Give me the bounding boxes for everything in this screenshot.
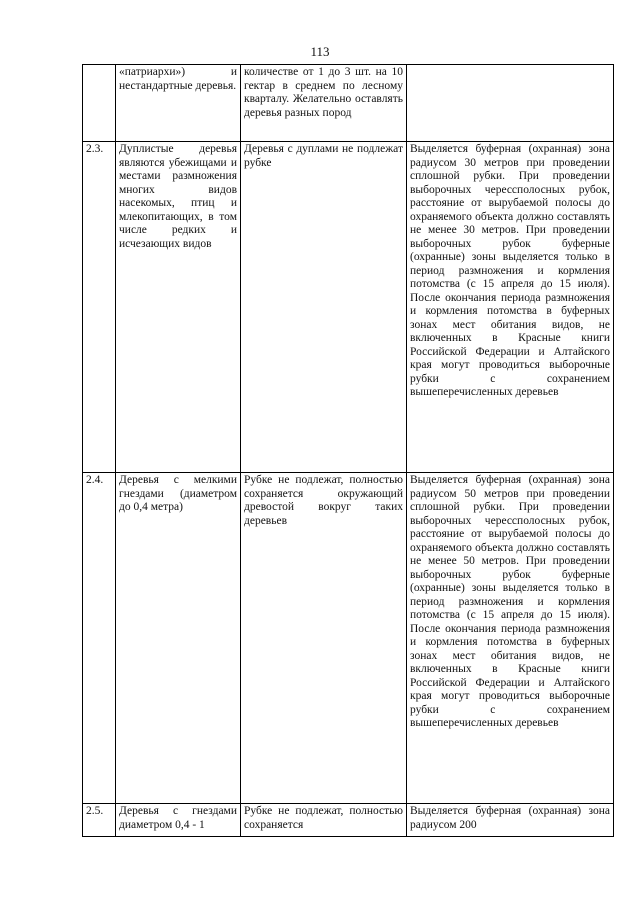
buffer-zone-cell [407, 142, 614, 473]
row-number-cell: 2.4. [83, 473, 116, 804]
rule-cell [241, 804, 407, 837]
rule-cell [241, 65, 407, 142]
rule-text: Деревья с дуплами не подлежат рубке [244, 143, 403, 169]
object-cell [116, 65, 241, 142]
regulation-table [82, 64, 614, 837]
object-cell [116, 473, 241, 804]
row-number-cell: 2.5. [83, 804, 116, 837]
row-number-cell [83, 65, 116, 142]
buffer-zone-text: Выделяется буферная (охранная) зона радиусом 30 метров при проведении сплошной рубки. При проведении выборочных черессполосных рубок, расстояние от вырубаемой полосы до охраняемого объекта должно составлять не менее 30 метров. При проведении выборочных рубок буферные (охранные) зоны выделяется только в период размножения и кормления потомства (с 15 апреля до 15 июля). После окончания периода размножения и кормления потомства в буферных зонах мест обитания видов, не включенных в Красные книги Российской Федерации и Алтайского края могут проводиться выборочные рубки с сохранением вышеперечисленных деревьев [410, 143, 610, 398]
table-row [83, 804, 614, 837]
table-row [83, 65, 614, 142]
object-text: Деревья с гнездами диаметром 0,4 - 1 [119, 805, 237, 831]
object-text: Деревья с мелкими гнездами (диаметром до 0,4 метра) [119, 474, 237, 513]
object-text: «патриархи») и нестандартные деревья. [119, 66, 237, 92]
buffer-zone-cell [407, 473, 614, 804]
table-row [83, 142, 614, 473]
rule-cell [241, 142, 407, 473]
buffer-zone-cell [407, 65, 614, 142]
buffer-zone-text: Выделяется буферная (охранная) зона радиусом 200 [410, 805, 610, 831]
object-cell [116, 142, 241, 473]
table-row [83, 473, 614, 804]
object-cell [116, 804, 241, 837]
rule-cell [241, 473, 407, 804]
page-number: 113 [310, 44, 330, 59]
rule-text: Рубке не подлежат, полностью сохраняется [244, 805, 403, 831]
buffer-zone-text: Выделяется буферная (охранная) зона радиусом 50 метров при проведении сплошной рубки. При проведении выборочных черессполосных рубок, расстояние от вырубаемой полосы до охраняемого объекта должно составлять не менее 50 метров. При проведении выборочных рубок буферные (охранные) зоны выделяется только в период размножения и кормления потомства (с 15 апреля до 15 июля). После окончания периода размножения и кормления потомства в буферных зонах мест обитания видов, не включенных в Красные книги Российской Федерации и Алтайского края могут проводиться выборочные рубки с сохранением вышеперечисленных деревьев [410, 474, 610, 729]
object-text: Дуплистые деревья являются убежищами и местами размножения многих видов насекомых, птиц и млекопитающих, в том числе редких и исчезающих видов [119, 143, 237, 250]
rule-text: количестве от 1 до 3 шт. на 10 гектар в среднем по лесному кварталу. Желательно оставлять деревья разных пород [244, 66, 403, 119]
row-number-cell: 2.3. [83, 142, 116, 473]
rule-text: Рубке не подлежат, полностью сохраняется окружающий древостой вокруг таких деревьев [244, 474, 403, 527]
buffer-zone-cell [407, 804, 614, 837]
